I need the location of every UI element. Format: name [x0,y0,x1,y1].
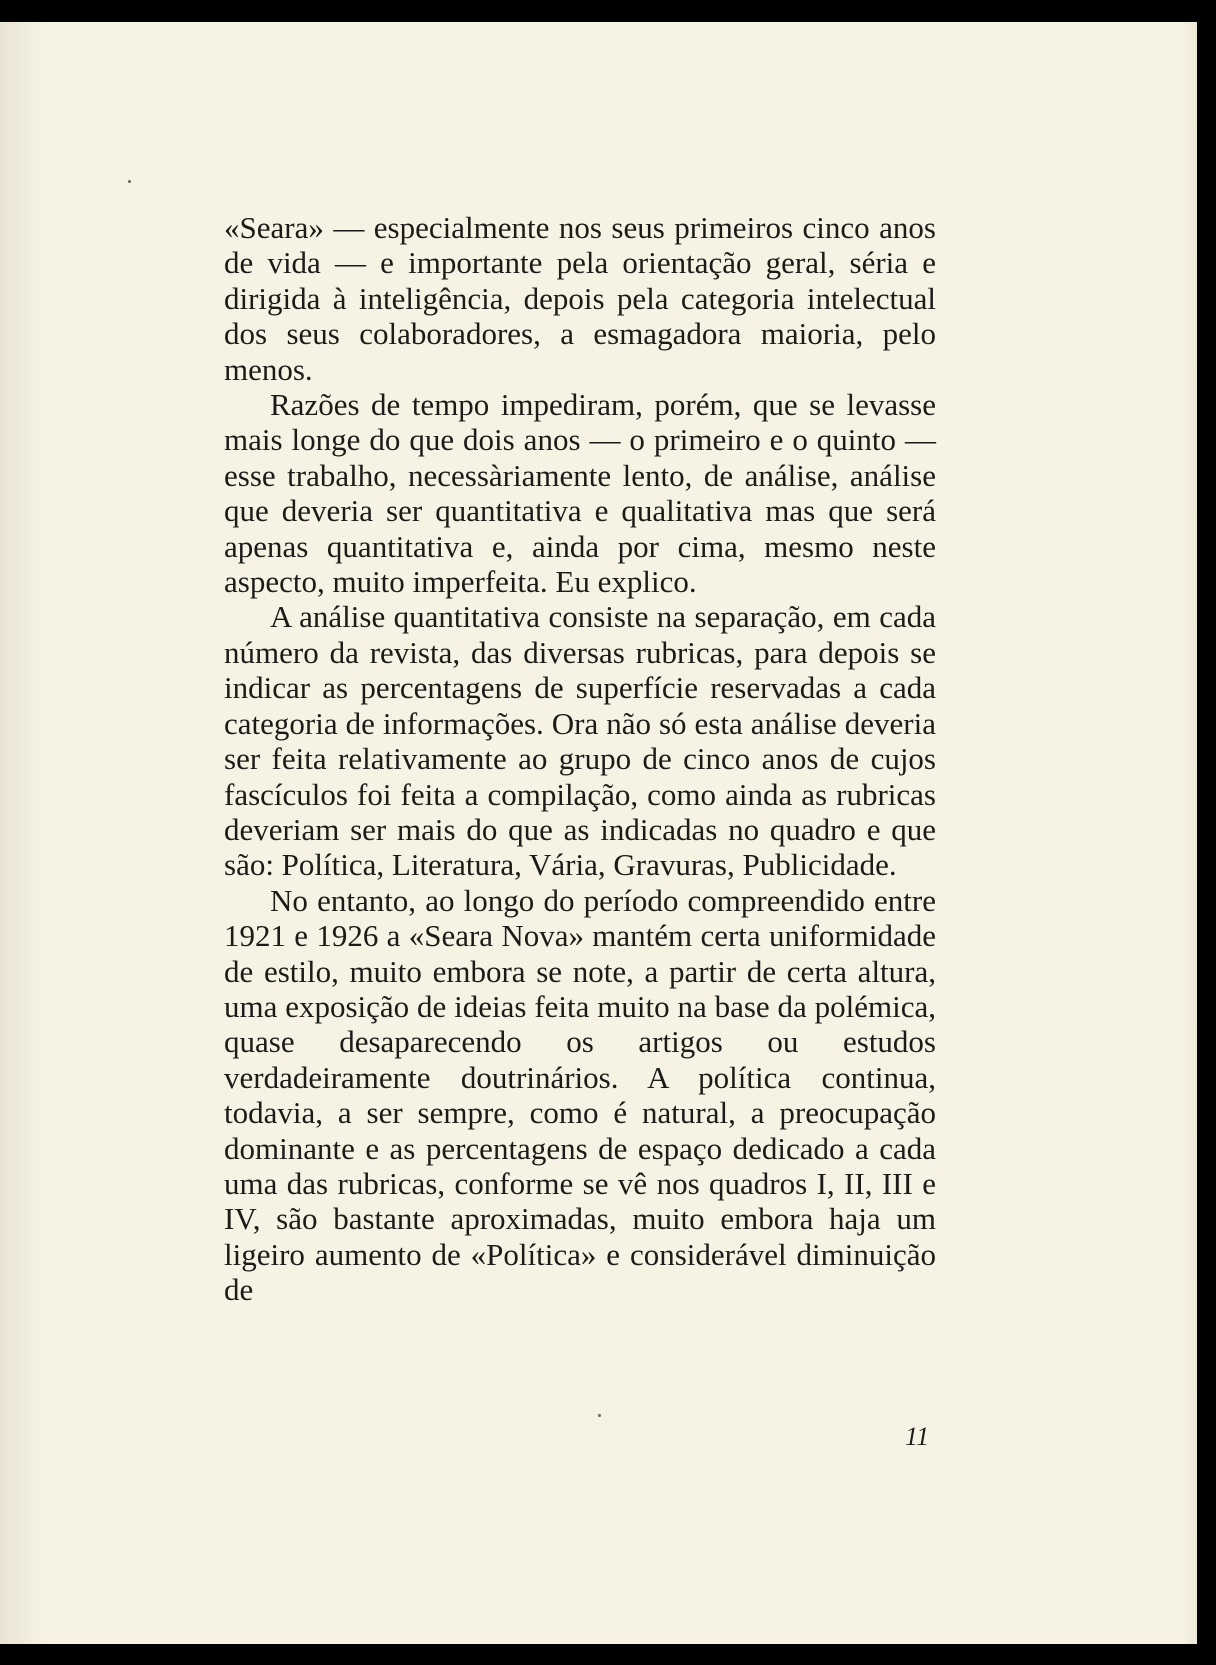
paragraph-3: A análise quantitativa consiste na separação, em cada número da revista, das diversas rubricas, para depois se indicar as percentagens de superfície reservadas a cada categoria de informações. Ora não só esta análise deveria ser feita relativamente ao grupo de cinco anos de cujos fascículos foi feita a compilação, como ainda as rubricas deveriam ser mais do que as indicadas no quadro e que são: Política, Literatura, Vária, Gravuras, Publicidade. [224,599,936,883]
body-text [224,210,936,1308]
paper-speck [598,1414,601,1417]
page-gutter-shadow [0,22,48,1644]
paragraph-2: Razões de tempo impediram, porém, que se levasse mais longe do que dois anos — o primeiro e o quinto — esse trabalho, necessàriamente lento, de análise, análise que deveria ser quantitativa e qualitativa mas que será apenas quantitativa e, ainda por cima, mesmo neste aspecto, muito imperfeita. Eu explico. [224,387,936,600]
paper-speck [128,180,131,183]
book-page [0,22,1197,1644]
page-right-edge [1183,22,1197,1644]
paragraph-4: No entanto, ao longo do período compreendido entre 1921 e 1926 a «Seara Nova» mantém certa uniformidade de estilo, muito embora se note, a partir de certa altura, uma exposição de ideias feita muito na base da polémica, quase desaparecendo os artigos ou estudos verdadeiramente doutrinários. A política continua, todavia, a ser sempre, como é natural, a preocupação dominante e as percentagens de espaço dedicado a cada uma das rubricas, conforme se vê nos quadros I, II, III e IV, são bastante aproximadas, muito embora haja um ligeiro aumento de «Política» e considerável diminuição de [224,882,936,1308]
paragraph-1: «Seara» — especialmente nos seus primeiros cinco anos de vida — e importante pela orientação geral, séria e dirigida à inteligência, depois pela categoria intelectual dos seus colaboradores, a esmagadora maioria, pelo menos. [224,210,936,387]
page-number: 11 [905,1422,930,1451]
